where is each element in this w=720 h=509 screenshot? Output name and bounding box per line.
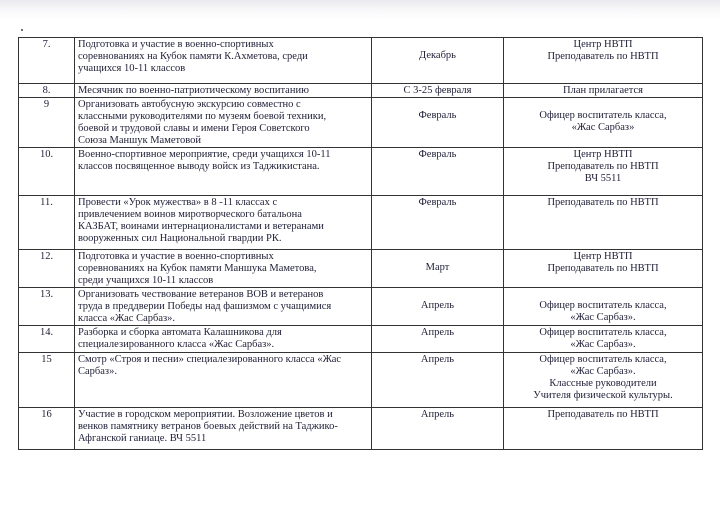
responsible-line: Центр НВТП [573, 39, 633, 50]
table-row [19, 38, 703, 84]
responsible-line: Преподаватель по НВТП [547, 197, 659, 208]
date-cell: С 3-25 февраля [372, 84, 504, 98]
responsible-line: «Жас Сарбаз». [570, 312, 636, 323]
row-number: 12. [19, 250, 75, 288]
responsible-line: План прилагается [563, 85, 643, 96]
row-number: 13. [19, 288, 75, 326]
event-line: соревнованиях на Кубок памяти Маншука Маметова, [78, 263, 317, 274]
scan-dot [21, 29, 23, 31]
event-line: Подготовка и участие в военно-спортивных [78, 39, 274, 50]
responsible-cell [504, 288, 703, 326]
event-cell [75, 148, 372, 196]
table-row [19, 98, 703, 148]
responsible-line: Преподаватель по НВТП [547, 51, 659, 62]
event-line: среди учащихся 10-11 классов [78, 275, 214, 286]
date-cell: Март [372, 250, 504, 288]
responsible-cell [504, 148, 703, 196]
event-line: привлечением воинов миротворческого батальона [78, 209, 302, 220]
event-line: труда в преддверии Победы над фашизмом с учащимися [78, 301, 332, 312]
event-cell [75, 326, 372, 353]
event-cell [75, 408, 372, 450]
responsible-line: «Жас Сарбаз». [570, 366, 636, 377]
event-line: венков памятнику ветранов боевых действий на Таджико- [78, 421, 338, 432]
row-number: 16 [19, 408, 75, 450]
event-line: Смотр «Строя и песни» специалезированного класса «Жас [78, 354, 342, 365]
responsible-cell [504, 250, 703, 288]
responsible-line: ВЧ 5511 [584, 173, 622, 184]
scan-edge [0, 0, 720, 24]
table-row [19, 408, 703, 450]
table-row [19, 196, 703, 250]
table-row [19, 84, 703, 98]
event-line: классными руководителями по музеям боевой техники, [78, 111, 327, 122]
date-cell: Апрель [372, 353, 504, 408]
event-cell [75, 98, 372, 148]
events-table [18, 37, 703, 450]
responsible-line: Офицер воспитатель класса, [539, 110, 667, 121]
responsible-cell [504, 84, 703, 98]
event-cell [75, 196, 372, 250]
table-row [19, 326, 703, 353]
row-number: 11. [19, 196, 75, 250]
date-cell: Апрель [372, 326, 504, 353]
event-line: вооруженных сил Национальной гвардии РК. [78, 233, 282, 244]
responsible-cell [504, 353, 703, 408]
event-cell [75, 288, 372, 326]
responsible-cell [504, 408, 703, 450]
event-line: КАЗБАТ, воинами интернационалистами и ветеранами [78, 221, 324, 232]
row-number: 10. [19, 148, 75, 196]
responsible-cell [504, 38, 703, 84]
responsible-line: «Жас Сарбаз» [571, 122, 635, 133]
event-line: Подготовка и участие в военно-спортивных [78, 251, 274, 262]
row-number: 7. [19, 38, 75, 84]
table-row [19, 148, 703, 196]
date-cell: Апрель [372, 288, 504, 326]
responsible-line: Преподаватель по НВТП [547, 409, 659, 420]
event-cell [75, 38, 372, 84]
event-line: Участие в городском мероприятии. Возложение цветов и [78, 409, 333, 420]
date-cell: Апрель [372, 408, 504, 450]
date-cell: Декабрь [372, 38, 504, 84]
responsible-line: Преподаватель по НВТП [547, 263, 659, 274]
event-line: Афганской ганиаце. ВЧ 5511 [78, 433, 207, 444]
event-line: Месячник по военно-патриотическому воспитанию [78, 85, 309, 96]
event-line: боевой и трудовой славы и имени Героя Советского [78, 123, 310, 134]
date-cell: Февраль [372, 98, 504, 148]
event-line: Военно-спортивное мероприятие, среди учащихся 10-11 [78, 149, 331, 160]
responsible-line: Центр НВТП [573, 251, 633, 262]
responsible-line: Офицер воспитатель класса, [539, 300, 667, 311]
table-row [19, 353, 703, 408]
event-cell [75, 250, 372, 288]
date-cell: Февраль [372, 148, 504, 196]
event-line: специалезированного класса «Жас Сарбаз». [78, 339, 275, 350]
table-row [19, 250, 703, 288]
row-number: 9 [19, 98, 75, 148]
event-line: Разборка и сборка автомата Калашникова для [78, 327, 282, 338]
responsible-cell [504, 196, 703, 250]
row-number: 14. [19, 326, 75, 353]
row-number: 15 [19, 353, 75, 408]
table-row [19, 288, 703, 326]
responsible-line: Учителя физической культуры. [533, 390, 673, 401]
event-line: соревнованиях на Кубок памяти К.Ахметова, среди [78, 51, 308, 62]
event-line: Провести «Урок мужества» в 8 -11 классах с [78, 197, 278, 208]
responsible-line: «Жас Сарбаз». [570, 339, 636, 350]
event-line: Союза Маншук Маметовой [78, 135, 201, 146]
event-line: классов посвященное выводу войск из Таджикистана. [78, 161, 320, 172]
responsible-cell [504, 326, 703, 353]
event-line: класса «Жас Сарбаз». [78, 313, 176, 324]
responsible-line: Преподаватель по НВТП [547, 161, 659, 172]
event-line: учащихся 10-11 классов [78, 63, 186, 74]
responsible-line: Офицер воспитатель класса, [539, 327, 667, 338]
event-line: Организовать чествование ветеранов ВОВ и ветеранов [78, 289, 324, 300]
responsible-line: Классные руководители [549, 378, 657, 389]
responsible-line: Центр НВТП [573, 149, 633, 160]
row-number: 8. [19, 84, 75, 98]
date-cell: Февраль [372, 196, 504, 250]
event-cell [75, 84, 372, 98]
event-line: Сарбаз». [78, 366, 117, 377]
event-cell [75, 353, 372, 408]
responsible-line: Офицер воспитатель класса, [539, 354, 667, 365]
responsible-cell [504, 98, 703, 148]
event-line: Организовать автобусную экскурсию совместно с [78, 99, 301, 110]
